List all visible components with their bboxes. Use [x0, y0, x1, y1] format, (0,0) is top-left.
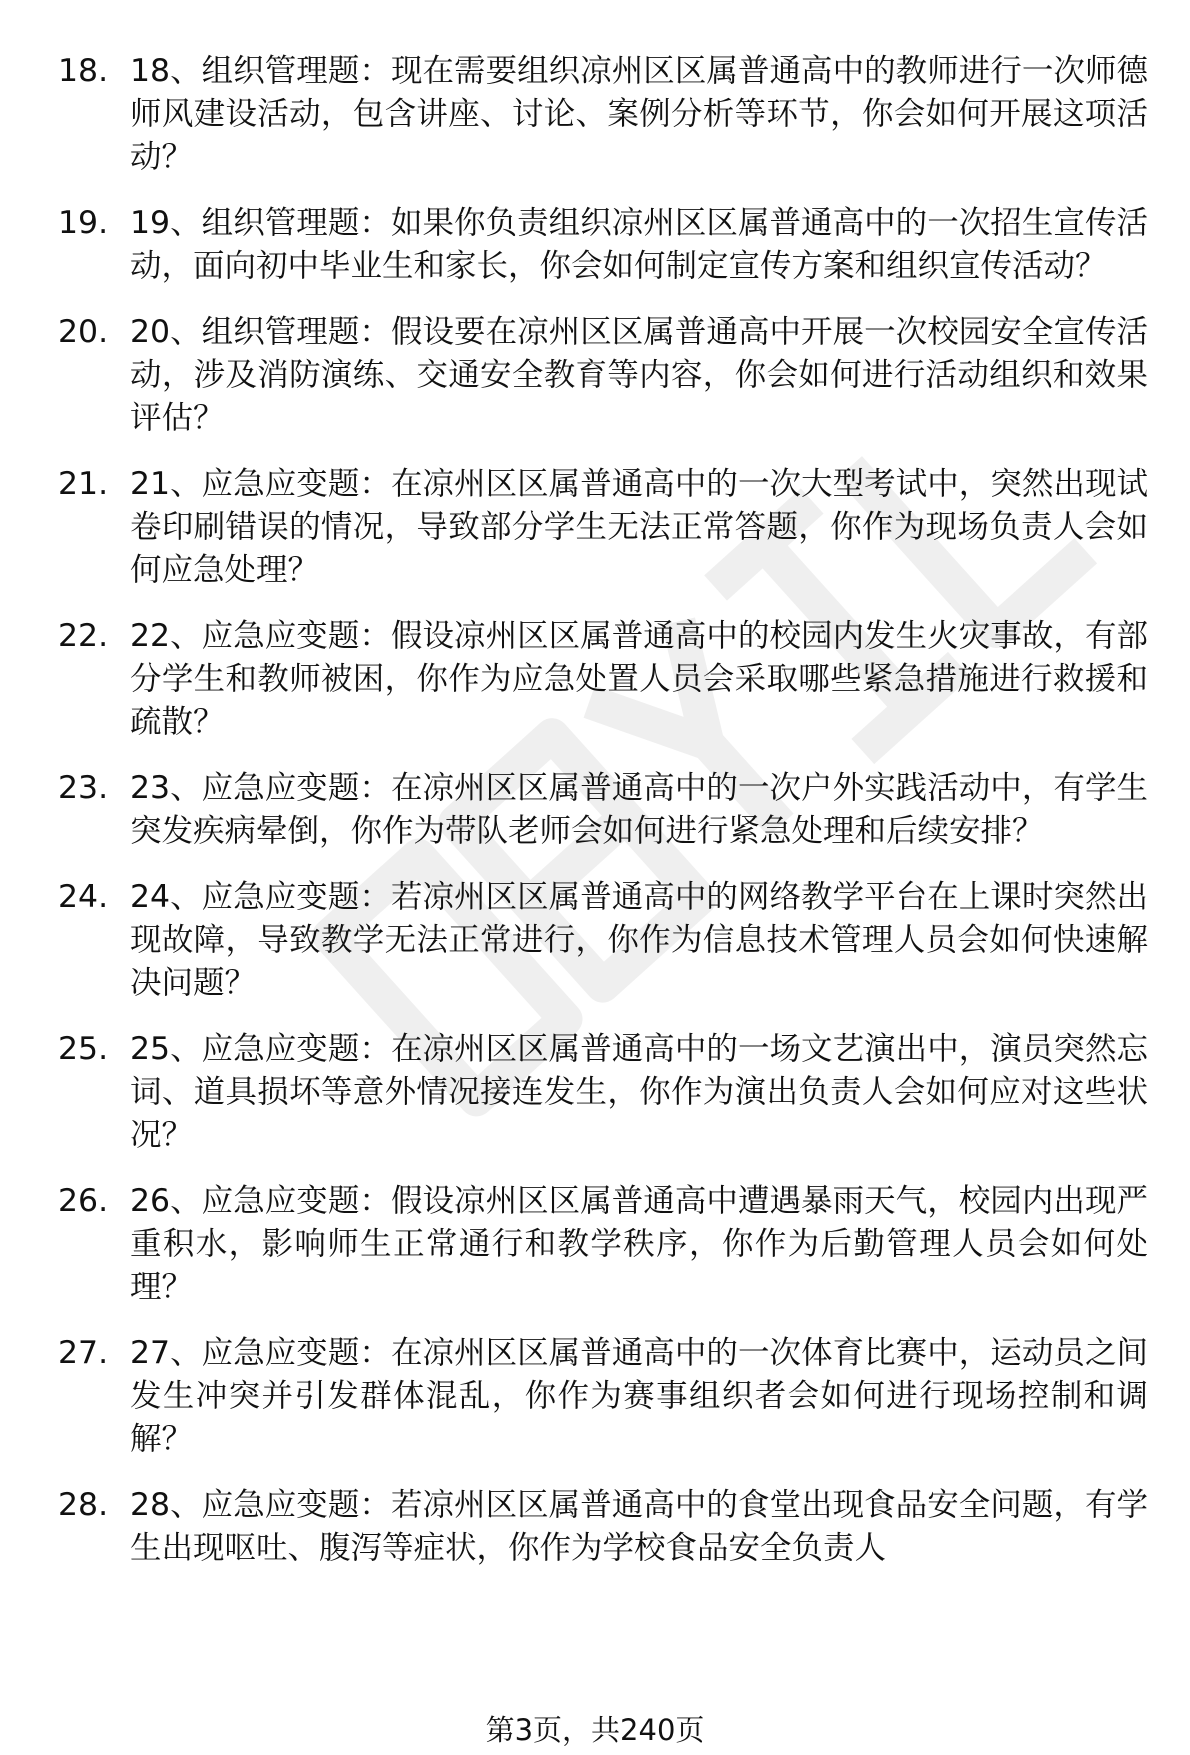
- question-number: 19.: [58, 205, 109, 241]
- question-list: [58, 50, 1148, 1593]
- question-text: 23、应急应变题：在凉州区区属普通高中的一次户外实践活动中，有学生突发疾病晕倒，你作为带队老师会如何进行紧急处理和后续安排？: [130, 770, 1148, 849]
- question-number: 21.: [58, 466, 109, 502]
- list-item: [58, 463, 1148, 592]
- question-text: 20、组织管理题：假设要在凉州区区属普通高中开展一次校园安全宣传活动，涉及消防演练、交通安全教育等内容，你会如何进行活动组织和效果评估？: [130, 314, 1148, 436]
- question-text: 25、应急应变题：在凉州区区属普通高中的一场文艺演出中，演员突然忘词、道具损坏等意外情况接连发生，你作为演出负责人会如何应对这些状况？: [130, 1031, 1148, 1153]
- question-number: 18.: [58, 53, 109, 89]
- list-item: [58, 1332, 1148, 1461]
- question-number: 20.: [58, 314, 109, 350]
- question-text: 22、应急应变题：假设凉州区区属普通高中的校园内发生火灾事故，有部分学生和教师被困，你作为应急处置人员会采取哪些紧急措施进行救援和疏散？: [130, 618, 1148, 740]
- question-number: 26.: [58, 1183, 109, 1219]
- list-item: [58, 1484, 1148, 1570]
- question-text: 21、应急应变题：在凉州区区属普通高中的一次大型考试中，突然出现试卷印刷错误的情况，导致部分学生无法正常答题，你作为现场负责人会如何应急处理？: [130, 466, 1148, 588]
- question-number: 25.: [58, 1031, 109, 1067]
- question-number: 27.: [58, 1335, 109, 1371]
- question-text: 28、应急应变题：若凉州区区属普通高中的食堂出现食品安全问题，有学生出现呕吐、腹泻等症状，你作为学校食品安全负责人: [130, 1487, 1148, 1566]
- list-item: [58, 615, 1148, 744]
- question-text: 24、应急应变题：若凉州区区属普通高中的网络教学平台在上课时突然出现故障，导致教学无法正常进行，你作为信息技术管理人员会如何快速解决问题？: [130, 879, 1148, 1001]
- page-footer: 第3页，共240页: [485, 1713, 705, 1747]
- question-number: 24.: [58, 879, 109, 915]
- list-item: [58, 876, 1148, 1005]
- list-item: [58, 311, 1148, 440]
- list-item: [58, 1180, 1148, 1309]
- question-text: 26、应急应变题：假设凉州区区属普通高中遭遇暴雨天气，校园内出现严重积水，影响师生正常通行和教学秩序，你作为后勤管理人员会如何处理？: [130, 1183, 1148, 1305]
- question-text: 18、组织管理题：现在需要组织凉州区区属普通高中的教师进行一次师德师风建设活动，包含讲座、讨论、案例分析等环节，你会如何开展这项活动？: [130, 53, 1148, 175]
- question-text: 19、组织管理题：如果你负责组织凉州区区属普通高中的一次招生宣传活动，面向初中毕业生和家长，你会如何制定宣传方案和组织宣传活动？: [130, 205, 1148, 284]
- question-number: 23.: [58, 770, 109, 806]
- list-item: [58, 1028, 1148, 1157]
- question-text: 27、应急应变题：在凉州区区属普通高中的一次体育比赛中，运动员之间发生冲突并引发群体混乱，你作为赛事组织者会如何进行现场控制和调解？: [130, 1335, 1148, 1457]
- question-number: 22.: [58, 618, 109, 654]
- list-item: [58, 50, 1148, 179]
- list-item: [58, 767, 1148, 853]
- list-item: [58, 202, 1148, 288]
- question-number: 28.: [58, 1487, 109, 1523]
